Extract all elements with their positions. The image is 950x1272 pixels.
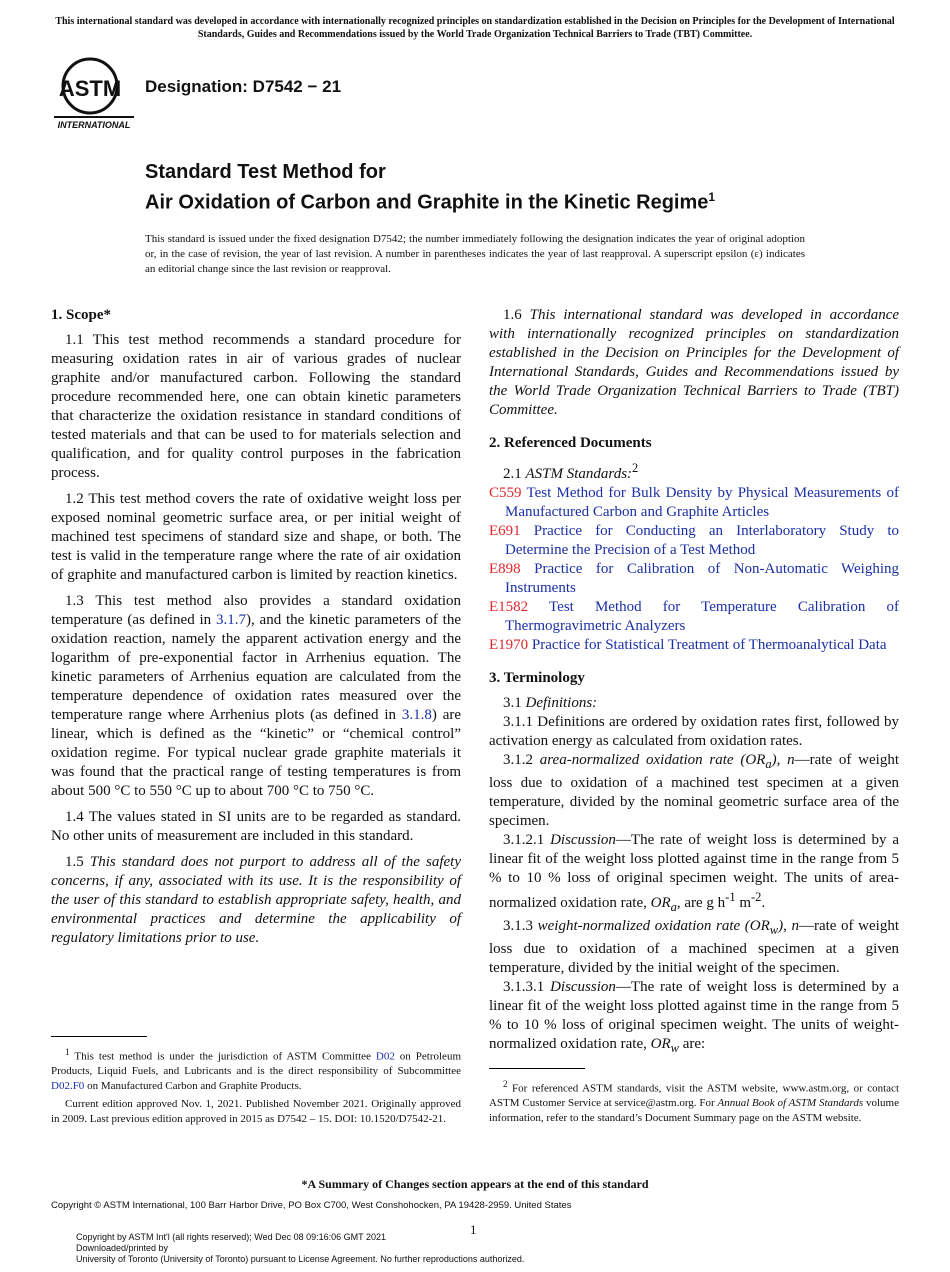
license-notice xyxy=(76,1232,524,1265)
reference-item[interactable]: E898 Practice for Calibration of Non-Automatic Weighing Instruments xyxy=(489,561,899,596)
footnote-2: $^2$ For referenced ASTM standards, visit the ASTM website, www.astm.org, or contact ASTM Customer Service at service@astm.org. For Annual Book of ASTM Standards volume information, refer to the standard’s Document Summary page on the ASTM website. xyxy=(489,1079,899,1124)
document-title xyxy=(145,160,715,216)
para-1-6: 1.6 This international standard was developed in accordance with internationally recognized principles on standardization established in the Decision on Principles for the Development of International Standards, Guides and Recommendations issued by the World Trade Organization Technical Barriers to Trade (TBT) Committee. xyxy=(489,307,900,418)
summary-note: *A Summary of Changes section appears at the end of this standard xyxy=(301,1177,649,1191)
para-3-1-1: 3.1.1 Definitions are ordered by oxidation rates first, followed by activation energy as calculated from oxidation rates. xyxy=(489,714,899,749)
para-1-4: 1.4 The values stated in SI units are to be regarded as standard. No other units of measurement are included in this standard. xyxy=(51,809,461,844)
para-3-1-3: 3.1.3 weight-normalized oxidation rate $(OR_w)$, n—rate of weight loss due to oxidation of a machined specimen at a given temperature, divided by the initial weight of the specimen. xyxy=(489,918,899,976)
reference-item[interactable]: E1970 Practice for Statistical Treatment of Thermoanalytical Data xyxy=(489,637,887,653)
issued-note: This standard is issued under the fixed designation D7542; the number immediately following the designation indicates the year of original adoption or, in the case of revision, the year of last revision. A number in parentheses indicates the year of last reapproval. A superscript epsilon (ε) indicates an editorial change since the last revision or reapproval. xyxy=(145,233,805,275)
reference-item[interactable]: E691 Practice for Conducting an Interlaboratory Study to Determine the Precision of a Test Method xyxy=(489,523,899,558)
left-column xyxy=(51,306,461,955)
left-footnotes xyxy=(51,1036,461,1130)
footnote-rule xyxy=(51,1036,147,1037)
references-heading: 2. Referenced Documents xyxy=(489,435,652,451)
reference-item[interactable]: C559 Test Method for Bulk Density by Physical Measurements of Manufactured Carbon and Graphite Articles xyxy=(489,485,899,520)
footnote-1-edition: Current edition approved Nov. 1, 2021. Published November 2021. Originally approved in 2009. Last previous edition approved in 2015 as D7542 – 15. DOI: 10.1520/D7542-21. xyxy=(51,1098,461,1125)
footnote-1: $^1$ This test method is under the jurisdiction of ASTM Committee D02 on Petroleum Products, Liquid Fuels, and Lubricants and is the direct responsibility of Subcommittee D02.F0 on Manufactured Carbon and Graphite Products. xyxy=(51,1047,461,1092)
definitions-label: 3.1 Definitions: xyxy=(503,695,598,711)
license-line3: University of Toronto (University of Toronto) pursuant to License Agreement. No further reproductions authorized. xyxy=(76,1254,525,1264)
terminology-heading: 3. Terminology xyxy=(489,670,585,686)
para-3-1-2-1: 3.1.2.1 Discussion—The rate of weight loss is determined by a linear fit of the weight loss plotted against time in the range from 5 % to 10 % loss of original specimen weight. The units of area-normalized oxidation rate, $OR_a$, are g $h^{-1}$ $m^{-2}$. xyxy=(489,832,899,914)
logo-text: ASTM xyxy=(58,76,122,101)
designation: Designation: D7542 − 21 xyxy=(145,77,342,96)
license-line2: Downloaded/printed by xyxy=(76,1243,169,1253)
title-footnote-mark: 1 xyxy=(708,190,716,204)
right-column xyxy=(489,306,899,1058)
license-line1: Copyright by ASTM Int'l (all rights reserved); Wed Dec 08 09:16:06 GMT 2021 xyxy=(76,1232,387,1242)
para-1-3: 1.3 This test method also provides a standard oxidation temperature (as defined in 3.1.7), and the kinetic parameters of the oxidation reaction, namely the apparent activation energy and the logarithm of pre-exponential factor in Arrhenius equation. The kinetic parameters of Arrhenius equation are calculated from the temperature dependence of oxidation rates measured over the temperature range where Arrhenius plots (as defined in 3.1.8) are linear, which is defined as the “kinetic” or “chemical control” oxidation regime. For typical nuclear grade graphite materials it was found that the practical range of testing temperatures is from about 500 °C to 550 °C up to about 700 °C to 750 °C. xyxy=(51,593,461,799)
link-3-1-8[interactable]: 3.1.8 xyxy=(401,707,432,723)
scope-heading: 1. Scope* xyxy=(51,307,111,323)
para-3-1-3-1: 3.1.3.1 Discussion—The rate of weight loss is determined by a linear fit of the weight loss plotted against time in the range from 5 % to 10 % loss of original specimen weight. The units of weight-normalized oxidation rate, $OR_w$ are: xyxy=(489,979,899,1055)
para-3-1-2: 3.1.2 area-normalized oxidation rate $(OR_a)$, n—rate of weight loss due to oxidation of a machined test specimen at a given temperature, divided by the nominal geometric surface area of the specimen. xyxy=(489,752,899,829)
link-d02[interactable]: D02 xyxy=(375,1050,395,1063)
para-1-2: 1.2 This test method covers the rate of oxidative weight loss per exposed nominal geometric surface area, or per initial weight of machined test specimens of standard size and shape, or both. The test is valid in the temperature range where the rate of air oxidation of graphite and manufactured carbon is limited by reaction kinetics. xyxy=(51,491,461,583)
copyright-line: Copyright © ASTM International, 100 Barr Harbor Drive, PO Box C700, West Conshohocken, PA 19428-2959. United States xyxy=(51,1200,572,1211)
para-1-5: 1.5 This standard does not purport to address all of the safety concerns, if any, associated with its use. It is the responsibility of the user of this standard to establish appropriate safety, health, and environmental practices and determine the applicability of regulatory limitations prior to use. xyxy=(51,854,462,946)
astm-standards-label: 2.1 ASTM Standards:$^2$ xyxy=(503,461,639,482)
reference-item[interactable]: E1582 Test Method for Temperature Calibration of Thermogravimetric Analyzers xyxy=(489,599,899,634)
link-3-1-7[interactable]: 3.1.7 xyxy=(215,612,246,628)
header-notice: This international standard was developed in accordance with internationally recognized principles on standardization established in the Decision on Principles for the Development of International Standards, Guides and Recommendations issued by the World Trade Organization Technical Barriers to Trade (TBT) Committee. xyxy=(55,16,895,40)
right-footnotes xyxy=(489,1068,899,1129)
link-d02-f0[interactable]: D02.F0 xyxy=(51,1079,85,1092)
title-line1: Standard Test Method for xyxy=(145,161,386,183)
title-line2: Air Oxidation of Carbon and Graphite in the Kinetic Regime xyxy=(145,191,709,214)
astm-logo xyxy=(52,56,136,132)
page-number: 1 xyxy=(470,1222,477,1237)
footnote-rule xyxy=(489,1068,585,1069)
astm-logo-icon xyxy=(52,56,136,132)
logo-subtext: INTERNATIONAL xyxy=(57,120,131,130)
para-1-1: 1.1 This test method recommends a standard procedure for measuring oxidation rates in air of various grades of nuclear graphite and/or manufactured carbon. Following the standard procedure recommended here, one can obtain kinetic parameters that characterize the oxidation resistance in standard conditions of tested materials and that can be used to for materials selection and qualification, and for quality control purposes in the fabrication process. xyxy=(51,332,461,481)
